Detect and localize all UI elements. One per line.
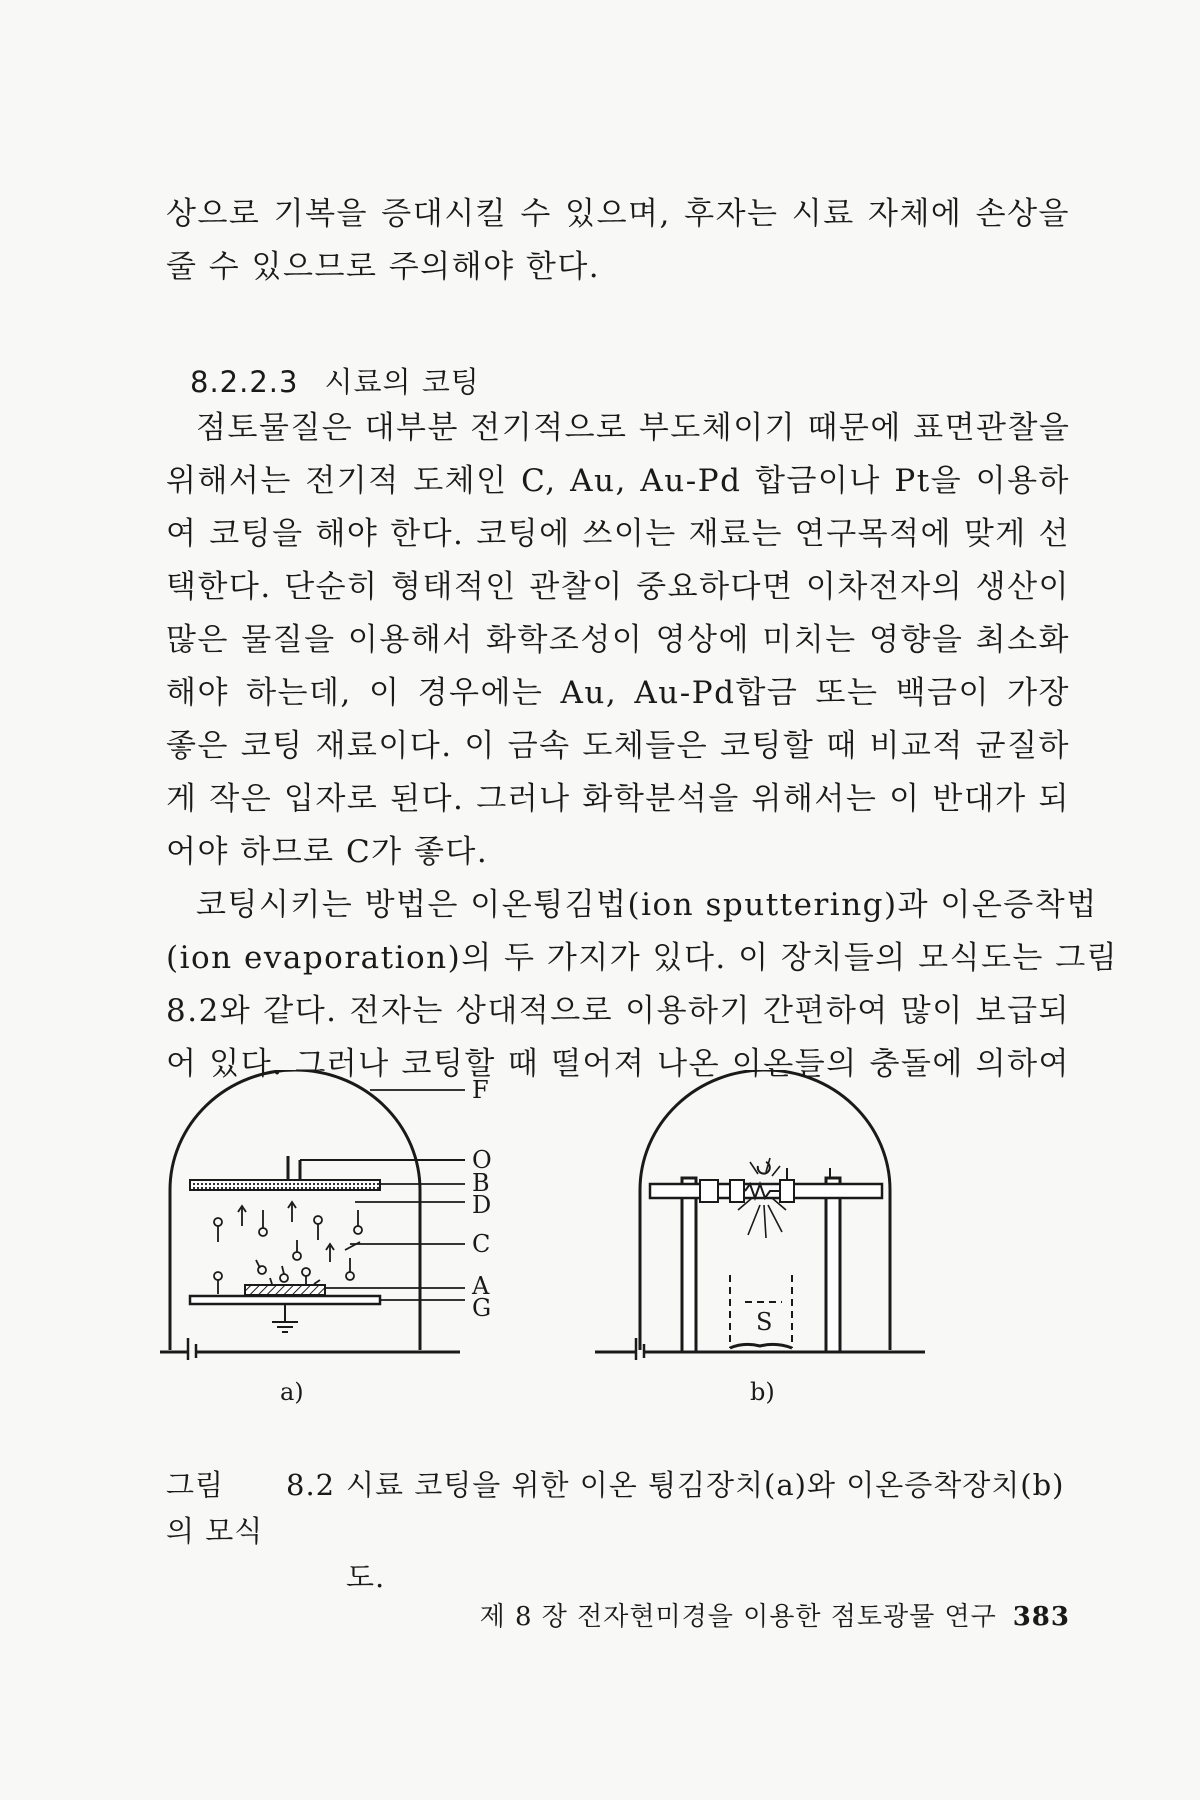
sublabel-b: b) [750,1378,775,1406]
cathode-target [190,1180,380,1190]
bell-jar-a [170,1070,420,1350]
text-line: 코팅시키는 방법은 이온튕김법(ion sputtering)과 이온증착법 [196,887,1098,923]
text-line: 게 작은 입자로 된다. 그러나 화학분석을 위해서는 이 반대가 되 [166,781,1070,817]
label-C: C [472,1230,491,1258]
text-line: 해야 하는데, 이 경우에는 Au, Au-Pd합금 또는 백금이 가장 [166,675,1070,711]
figure-coating-apparatus [160,1070,1080,1430]
text-line: 상으로 기복을 증대시킬 수 있으며, 후자는 시료 자체에 손상을 [166,196,1070,232]
figure-drawing [160,1070,1080,1430]
label-O: O [472,1146,492,1174]
caption-label: 그림 [166,1468,225,1502]
text-line: 8.2와 같다. 전자는 상대적으로 이용하기 간편하여 많이 보급되 [166,993,1070,1029]
text-line: 여 코팅을 해야 한다. 코팅에 쓰이는 재료는 연구목적에 맞게 선 [166,516,1070,552]
specimen-stage [190,1296,380,1304]
section-heading [190,360,480,401]
paragraph-coating-methods [166,879,1119,1091]
text-line: 위해서는 전기적 도체인 C, Au, Au-Pd 합금이나 Pt을 이용하 [166,463,1070,499]
support-post-right [826,1178,840,1352]
label-S: S [756,1308,773,1336]
intro-paragraph [166,188,1070,294]
text-line: 택한다. 단순히 형태적인 관찰이 중요하다면 이차전자의 생산이 [166,569,1070,605]
label-G: G [472,1294,492,1322]
text-line: 어야 하므로 C가 좋다. [166,834,489,870]
support-post-left [682,1178,696,1352]
specimen [245,1285,325,1295]
caption-number: 8.2 [286,1468,336,1502]
caption-text: 시료 코팅을 위한 이온 튕김장치(a)와 이온증착장치(b)의 모식 [166,1468,1065,1548]
label-F: F [472,1076,489,1104]
label-D: D [472,1191,492,1219]
paragraph-coating-materials [166,402,1070,879]
text-line: 어 있다. 그러나 코팅할 때 떨어져 나온 이온들의 충돌에 의하여 [166,1046,1070,1082]
label-B: B [472,1169,490,1197]
section-title: 시료의 코팅 [324,365,480,399]
figure-caption [166,1462,1070,1600]
label-A: A [472,1272,490,1300]
caption-text-continued: 도. [346,1560,386,1594]
sputtering-apparatus [160,1070,465,1360]
running-footer [480,1596,1070,1633]
chapter-title: 제 8 장 전자현미경을 이용한 점토광물 연구 [479,1602,997,1632]
page-number: 383 [1012,1602,1070,1632]
section-number: 8.2.2.3 [190,365,299,399]
sublabel-a: a) [280,1378,304,1406]
leader-lines [325,1090,465,1300]
text-line: (ion evaporation)의 두 가지가 있다. 이 장치들의 모식도는 그림 [166,940,1119,976]
text-line: 많은 물질을 이용해서 화학조성이 영상에 미치는 영향을 최소화 [166,622,1070,658]
text-line: 점토물질은 대부분 전기적으로 부도체이기 때문에 표면관찰을 [196,410,1071,446]
text-line: 좋은 코팅 재료이다. 이 금속 도체들은 코팅할 때 비교적 균질하 [166,728,1070,764]
ion-particles [214,1202,362,1294]
text-line: 줄 수 있으므로 주의해야 한다. [166,249,601,285]
